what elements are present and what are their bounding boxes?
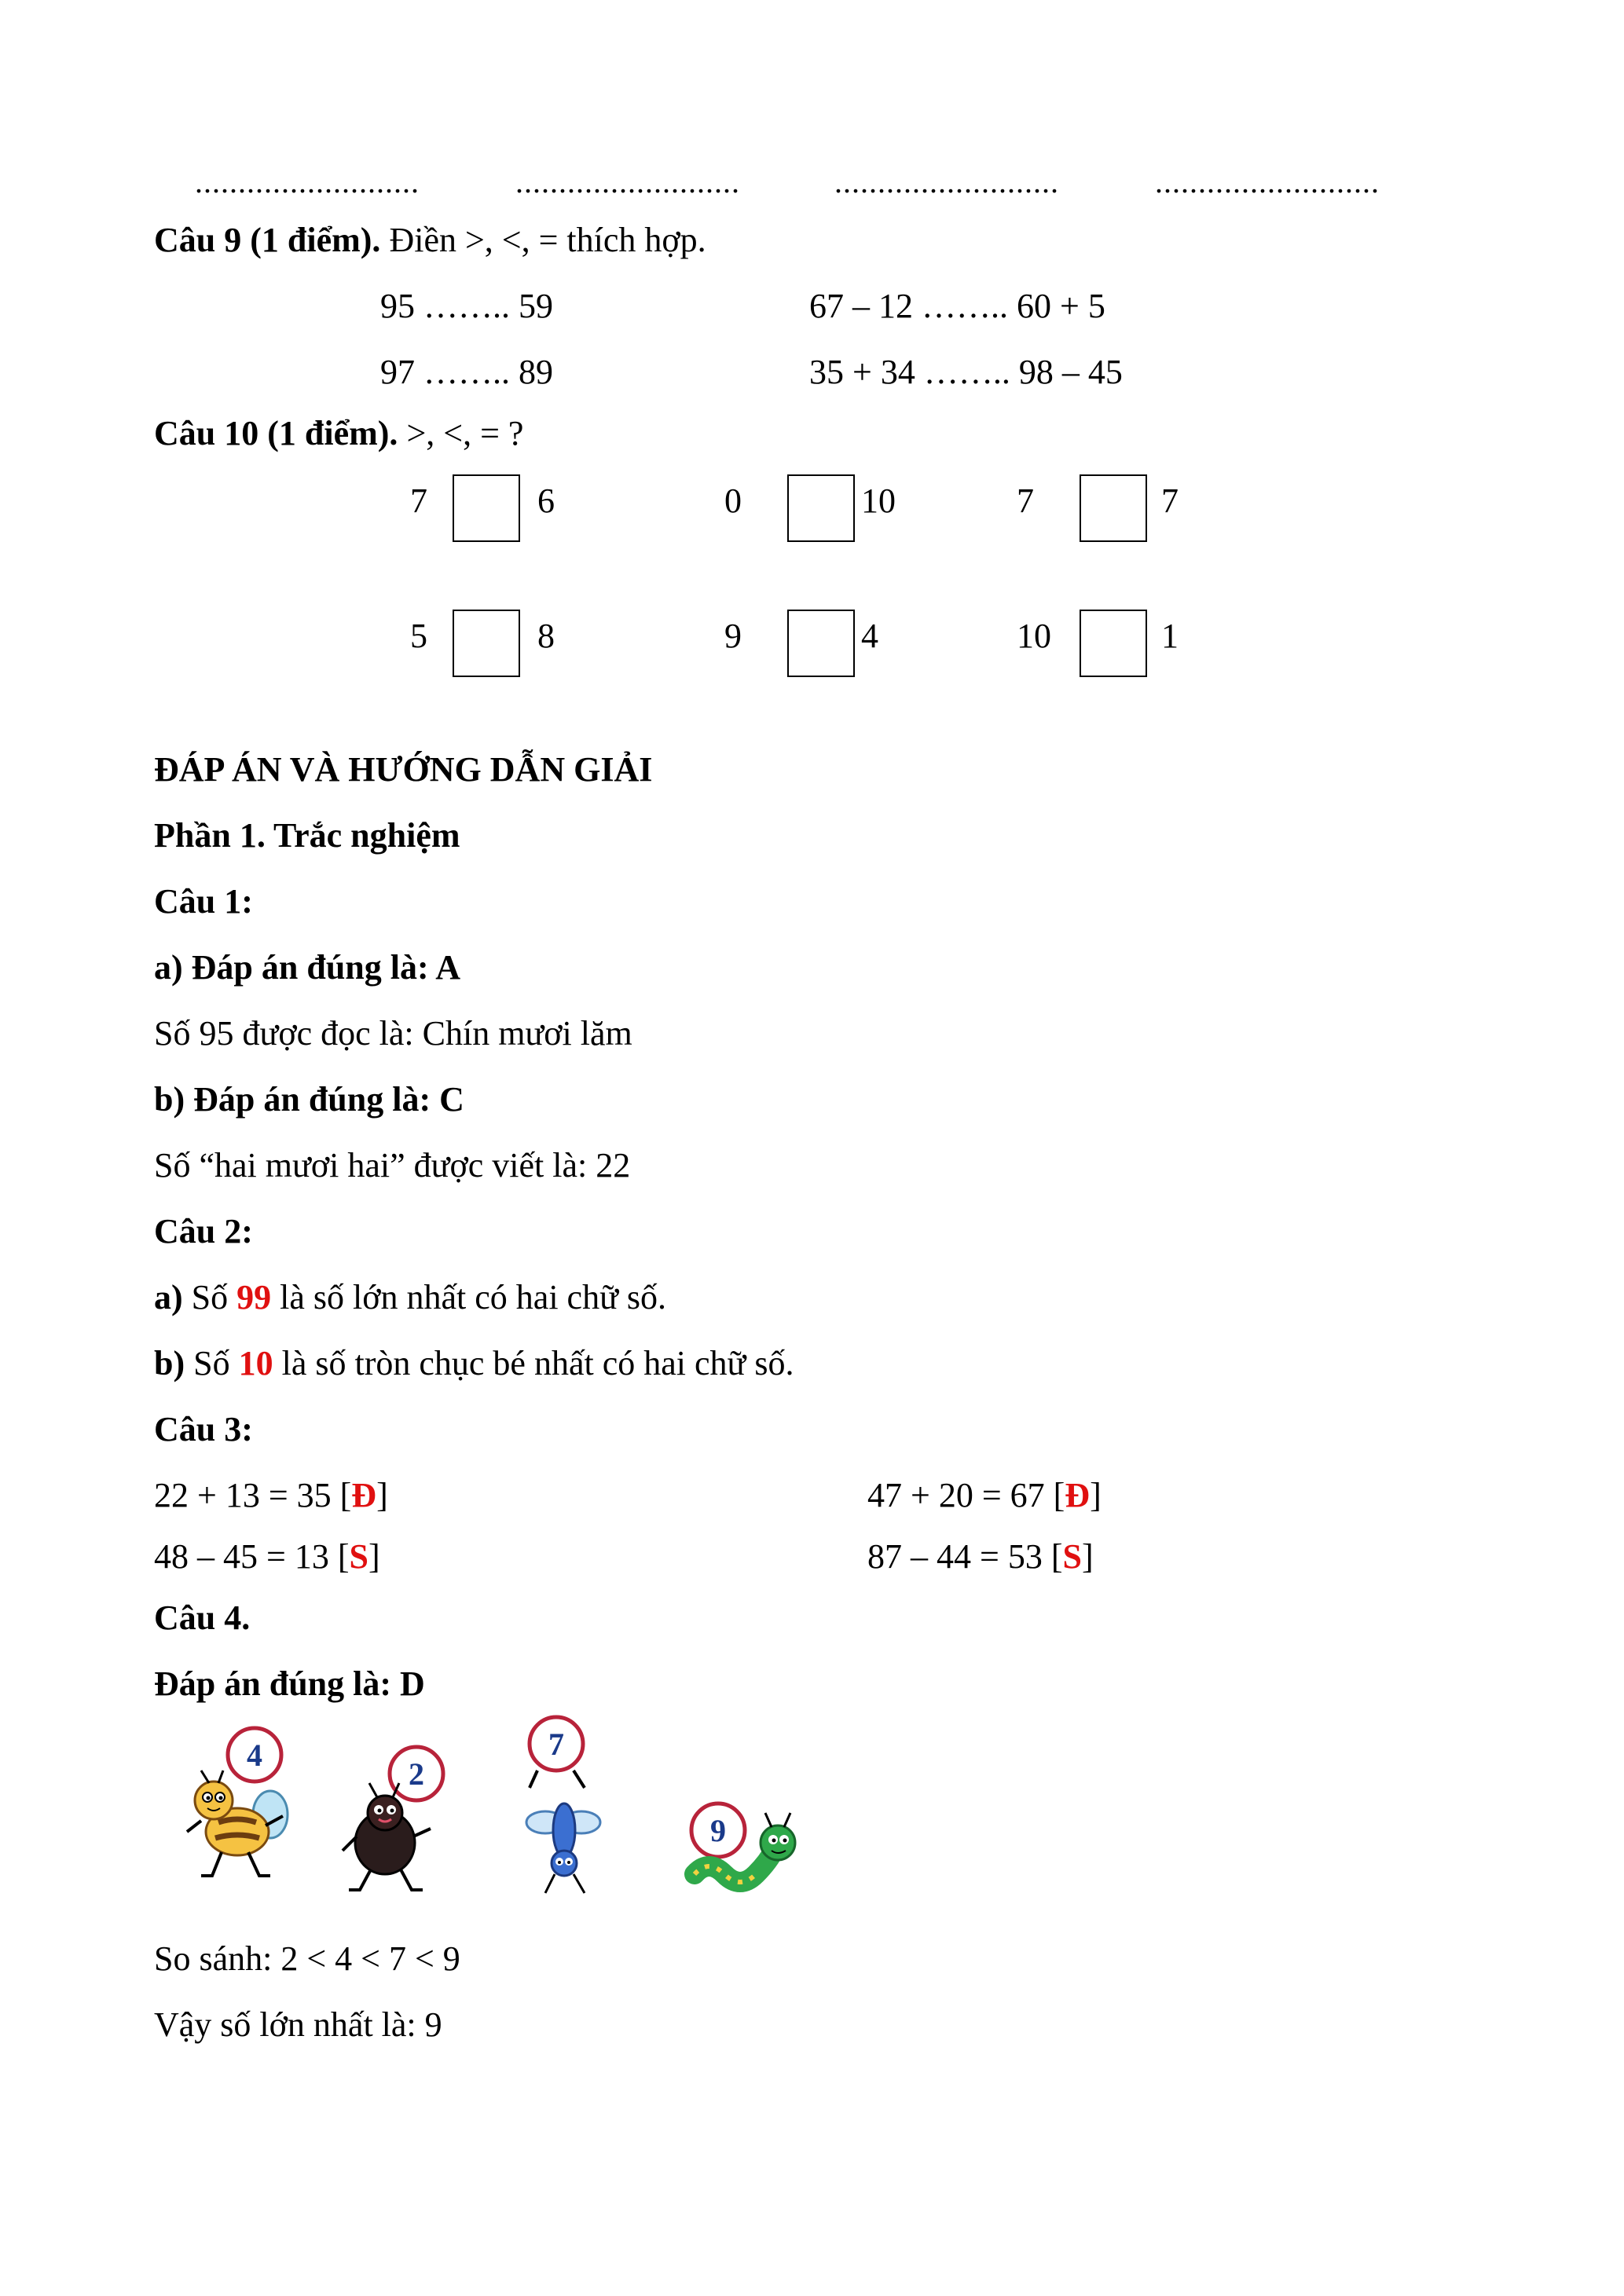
q10-r1c3-b: 7: [1161, 482, 1179, 520]
bee-icon: [178, 1722, 295, 1887]
c3-item-3: [154, 1537, 380, 1576]
q10-r2c1-box[interactable]: [453, 610, 520, 677]
q10-r2c2-box[interactable]: [787, 610, 855, 677]
c4-conclusion: Vậy số lớn nhất là: 9: [154, 2005, 442, 2044]
q10-r2c3-b: 1: [1161, 617, 1179, 655]
q10-r2c1-b: 8: [537, 617, 555, 655]
part1-heading: Phần 1. Trắc nghiệm: [154, 816, 460, 855]
c2-a-post: là số lớn nhất có hai chữ số.: [271, 1278, 667, 1316]
q10-r1c2-b: 10: [861, 482, 896, 520]
c1-b-label: b) Đáp án đúng là: C: [154, 1080, 464, 1119]
c3-item-4: [867, 1537, 1094, 1576]
q9-row2-left: 97 …….. 89: [380, 353, 553, 391]
q10-r1c1-b: 6: [537, 482, 555, 520]
c3-item-1-expr: 22 + 13 = 35 [: [154, 1476, 352, 1514]
c3-item-3-expr: 48 – 45 = 13 [: [154, 1537, 350, 1576]
c1-a-label: a) Đáp án đúng là: A: [154, 948, 461, 987]
c3-item-3-close: ]: [368, 1537, 380, 1576]
c3-item-4-close: ]: [1081, 1537, 1094, 1576]
q9-header: [154, 223, 706, 258]
c3-item-2: [867, 1478, 1102, 1513]
q9-title: Câu 9 (1 điểm).: [154, 221, 381, 259]
q9-instruction: Điền >, <, = thích hợp.: [389, 221, 706, 259]
c3-item-1-mark: Đ: [351, 1476, 377, 1514]
q10-r2c2-b: 4: [861, 617, 878, 655]
q10-r2c1-a: 5: [410, 617, 427, 655]
c3-item-2-expr: 47 + 20 = 67 [: [867, 1476, 1065, 1514]
c3-item-4-mark: S: [1062, 1537, 1082, 1576]
q10-title: Câu 10 (1 điểm).: [154, 414, 398, 452]
q10-r2c2-a: 9: [724, 617, 742, 655]
blank-line-4: ..........................: [1155, 164, 1380, 200]
c3-item-2-close: ]: [1090, 1476, 1102, 1514]
c2-a-pre: Số: [182, 1278, 237, 1316]
q10-r1c1-box[interactable]: [453, 474, 520, 542]
c2-a-line: [154, 1280, 666, 1315]
q9-row1-left: 95 …….. 59: [380, 287, 553, 325]
caterpillar-icon: [677, 1799, 803, 1909]
c2-b-line: [154, 1346, 794, 1381]
answers-heading: ĐÁP ÁN VÀ HƯỚNG DẪN GIẢI: [154, 750, 653, 789]
q9-row1-right: 67 – 12 …….. 60 + 5: [809, 287, 1105, 325]
c1-a-text: Số 95 được đọc là: Chín mươi lăm: [154, 1014, 632, 1053]
c1-b-text: Số “hai mươi hai” được viết là: 22: [154, 1146, 631, 1185]
q10-r2c3-box[interactable]: [1080, 610, 1147, 677]
q10-r1c1-a: 7: [410, 482, 427, 520]
q10-r1c2-a: 0: [724, 482, 742, 520]
c2-title: Câu 2:: [154, 1212, 253, 1251]
c4-compare: So sánh: 2 < 4 < 7 < 9: [154, 1939, 460, 1978]
q10-r1c3-box[interactable]: [1080, 474, 1147, 542]
dragonfly-number: 7: [548, 1727, 564, 1762]
bee-number: 4: [247, 1738, 262, 1773]
c3-item-1: [154, 1478, 388, 1513]
dragonfly-icon: [514, 1712, 624, 1901]
c2-b-pre: Số: [185, 1344, 239, 1382]
c2-b-post: là số tròn chục bé nhất có hai chữ số.: [273, 1344, 794, 1382]
q10-header: [154, 416, 523, 451]
c3-title: Câu 3:: [154, 1410, 253, 1448]
blank-line-2: ..........................: [515, 164, 740, 200]
c2-a-prefix: a): [154, 1278, 183, 1316]
c3-item-2-mark: Đ: [1065, 1476, 1091, 1514]
q9-row2-right: 35 + 34 …….. 98 – 45: [809, 353, 1123, 391]
blank-line-3: ..........................: [834, 164, 1059, 200]
q10-r1c3-a: 7: [1017, 482, 1034, 520]
c3-item-1-close: ]: [376, 1476, 388, 1514]
c4-answer: Đáp án đúng là: D: [154, 1664, 425, 1703]
c2-b-num: 10: [238, 1344, 273, 1382]
q10-instruction: >, <, = ?: [406, 414, 524, 452]
c3-item-3-mark: S: [349, 1537, 368, 1576]
ladybug-icon: [330, 1734, 448, 1899]
c2-a-num: 99: [236, 1278, 272, 1316]
c4-title: Câu 4.: [154, 1598, 251, 1637]
caterpillar-number: 9: [710, 1813, 726, 1848]
q10-r1c2-box[interactable]: [787, 474, 855, 542]
blank-line-1: ..........................: [195, 164, 420, 200]
c1-title: Câu 1:: [154, 882, 253, 921]
ladybug-number: 2: [409, 1756, 424, 1792]
c2-b-prefix: b): [154, 1344, 185, 1382]
c3-item-4-expr: 87 – 44 = 53 [: [867, 1537, 1063, 1576]
q10-r2c3-a: 10: [1017, 617, 1051, 655]
